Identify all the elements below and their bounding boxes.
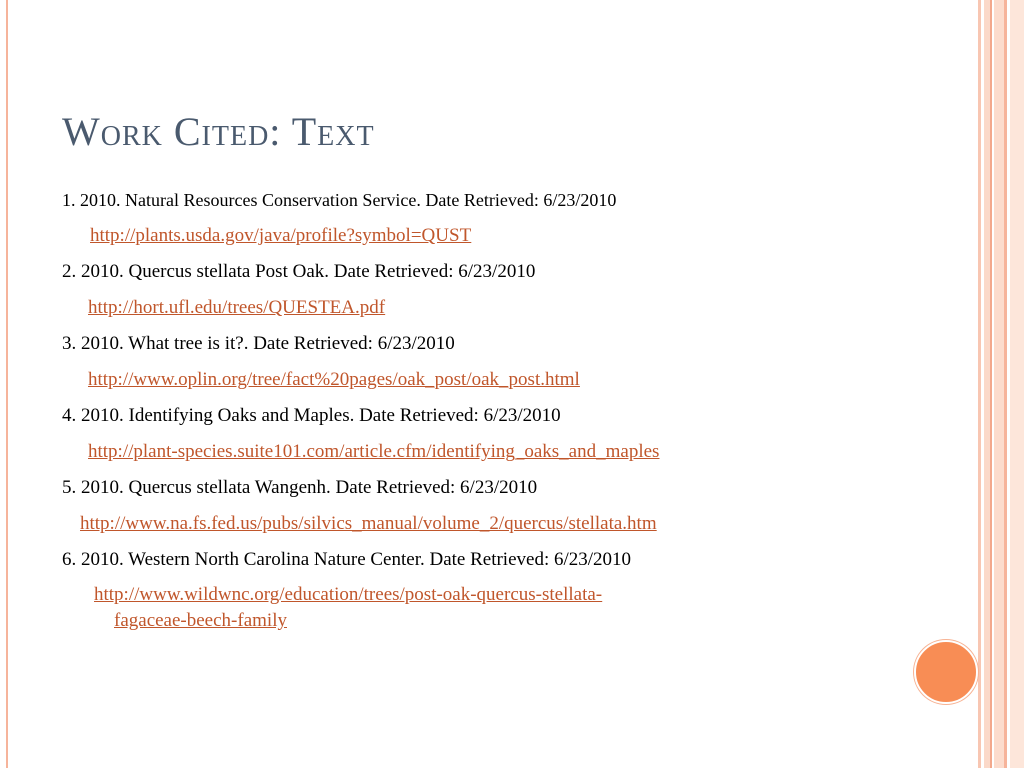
reference-link — [62, 582, 814, 634]
reference-url-line2[interactable]: fagaceae-beech-family — [114, 610, 287, 631]
right-stripe — [990, 0, 992, 768]
reference-text: 1. 2010. Natural Resources Conservation Service. Date Retrieved: 6/23/2010 — [62, 190, 617, 210]
reference-url[interactable]: http://plants.usda.gov/java/profile?symbol=QUST — [90, 225, 472, 246]
reference-link — [62, 510, 942, 538]
right-stripe — [994, 0, 1004, 768]
reference-link — [62, 222, 942, 250]
reference-link — [62, 294, 942, 322]
slide-title: Work Cited: Text — [62, 109, 375, 154]
reference-url[interactable]: http://www.na.fs.fed.us/pubs/silvics_manual/volume_2/quercus/stellata.htm — [80, 513, 657, 534]
decorative-circle — [914, 640, 978, 704]
reference-text: 5. 2010. Quercus stellata Wangenh. Date Retrieved: 6/23/2010 — [62, 477, 538, 498]
references-list — [62, 186, 942, 642]
reference-text: 3. 2010. What tree is it?. Date Retrieved: 6/23/2010 — [62, 333, 455, 354]
right-stripe — [978, 0, 981, 768]
left-border-line — [6, 0, 8, 768]
reference-url[interactable]: http://plant-species.suite101.com/article.cfm/identifying_oaks_and_maples — [88, 441, 660, 462]
reference-text: 4. 2010. Identifying Oaks and Maples. Date Retrieved: 6/23/2010 — [62, 405, 561, 426]
reference-link — [62, 438, 942, 466]
reference-url[interactable]: http://hort.ufl.edu/trees/QUESTEA.pdf — [88, 297, 386, 318]
reference-link — [62, 366, 942, 394]
reference-url-line1[interactable]: http://www.wildwnc.org/education/trees/post-oak-quercus-stellata- — [94, 584, 603, 605]
reference-text: 6. 2010. Western North Carolina Nature Center. Date Retrieved: 6/23/2010 — [62, 549, 632, 570]
right-stripe — [1004, 0, 1007, 768]
reference-text: 2. 2010. Quercus stellata Post Oak. Date Retrieved: 6/23/2010 — [62, 261, 536, 282]
right-stripe — [1010, 0, 1024, 768]
reference-url[interactable]: http://www.oplin.org/tree/fact%20pages/oak_post/oak_post.html — [88, 369, 580, 390]
